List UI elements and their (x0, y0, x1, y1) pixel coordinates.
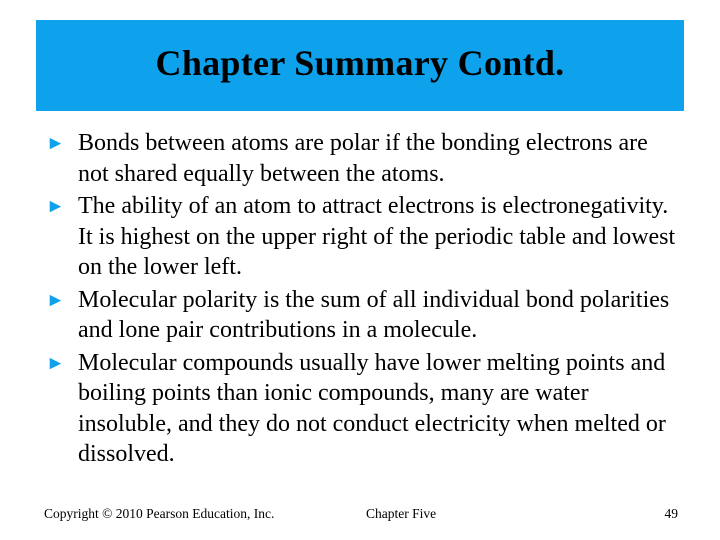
bullet-item (46, 348, 676, 470)
bullet-text: Molecular polarity is the sum of all individual bond polarities and lone pair contributions in a molecule. (78, 286, 670, 343)
right-triangle-arrow-icon: ► (46, 133, 65, 154)
title-bar (36, 20, 684, 111)
right-triangle-arrow-icon: ► (46, 289, 65, 311)
right-triangle-arrow-icon: ► (46, 352, 65, 374)
bullet-text: Molecular compounds usually have lower melting points and boiling points than ionic compounds, many are water insoluble, and they do not conduct electricity when melted or dissolved. (78, 349, 666, 467)
page-number: 49 (664, 506, 678, 521)
bullet-item (46, 191, 676, 283)
slide-title: Chapter Summary Contd. (155, 42, 565, 83)
footer-copyright: Copyright © 2010 Pearson Education, Inc. (44, 506, 275, 521)
bullet-item (46, 285, 676, 346)
bullet-text: Bonds between atoms are polar if the bonding electrons are not shared equally between the atoms. (78, 130, 648, 187)
bullet-item (46, 128, 676, 189)
footer (0, 506, 720, 528)
bullet-list (46, 128, 676, 472)
footer-chapter: Chapter Five (366, 506, 437, 521)
bullet-text: The ability of an atom to attract electrons is electronegativity. It is highest on the upper right of the periodic table and lowest on the lower left. (78, 193, 676, 280)
right-triangle-arrow-icon: ► (46, 196, 65, 217)
